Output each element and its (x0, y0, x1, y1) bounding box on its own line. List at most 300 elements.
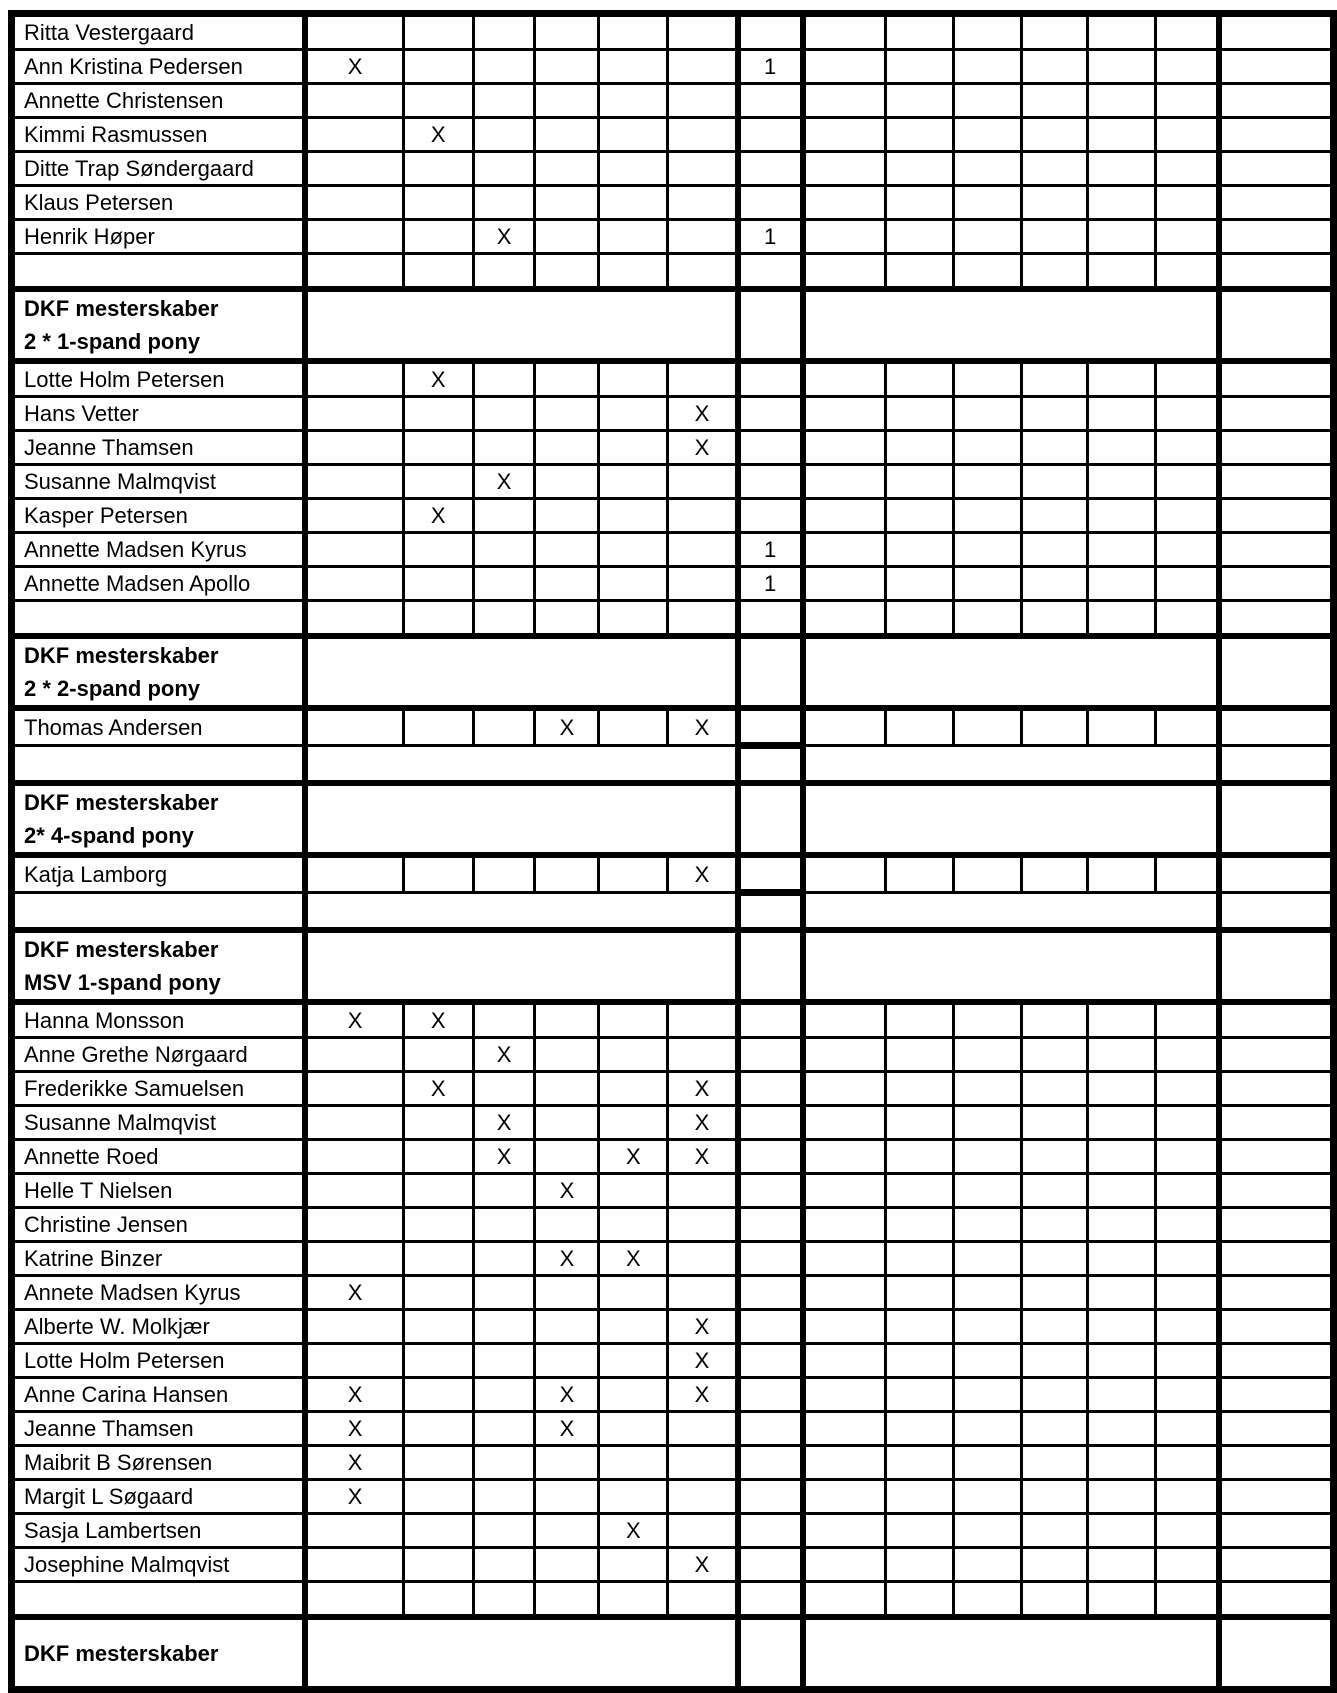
x-mark-cell-4: X (535, 1412, 599, 1446)
x-mark-cell-3 (473, 1002, 535, 1038)
x-mark-cell-4 (535, 1582, 599, 1618)
spare-cell-5 (1088, 397, 1156, 431)
points-cell (738, 1072, 803, 1106)
spare-cell-3 (953, 1038, 1021, 1072)
spare-cell-2 (885, 1242, 953, 1276)
spare-cell-5 (1088, 1446, 1156, 1480)
table-row (12, 1072, 1334, 1106)
x-mark-cell-2 (403, 1480, 473, 1514)
x-mark-cell-3 (473, 1174, 535, 1208)
spare-cell-3 (953, 1310, 1021, 1344)
spare-cell-6 (1156, 601, 1219, 637)
section-title-line1: DKF mesterskaber (24, 643, 219, 668)
x-mark-cell-3 (473, 1582, 535, 1618)
merged-left-cell (305, 893, 737, 931)
spare-cell-4 (1021, 1344, 1088, 1378)
spare-cell-1 (803, 1242, 886, 1276)
table-row (12, 1140, 1334, 1174)
spare-cell-6 (1156, 1072, 1219, 1106)
spare-cell-3 (953, 1208, 1021, 1242)
x-mark-cell-2 (403, 84, 473, 118)
x-mark-cell-2 (403, 152, 473, 186)
spare-cell-6 (1156, 1446, 1219, 1480)
spare-cell-2 (885, 1548, 953, 1582)
spare-cell-3 (953, 50, 1021, 84)
x-mark-cell-3 (473, 708, 535, 746)
x-mark-cell-5 (599, 1002, 668, 1038)
spare-cell-6 (1156, 708, 1219, 746)
spare-cell-5 (1088, 14, 1156, 50)
x-mark-cell-5 (599, 118, 668, 152)
spare-cell-2 (885, 152, 953, 186)
name-cell: Hans Vetter (12, 397, 306, 431)
x-mark-cell-2 (403, 1174, 473, 1208)
section-header-row (12, 930, 1334, 1002)
x-mark-cell-2 (403, 50, 473, 84)
merged-right-cell (803, 930, 1219, 1002)
x-mark-cell-6: X (668, 855, 738, 893)
x-mark-cell-4 (535, 50, 599, 84)
section-title-line2: MSV 1-spand pony (24, 970, 221, 995)
x-mark-cell-4: X (535, 708, 599, 746)
x-mark-cell-6 (668, 186, 738, 220)
trailing-cell (1219, 118, 1334, 152)
spare-cell-4 (1021, 118, 1088, 152)
table-row (12, 1276, 1334, 1310)
name-cell: Hanna Monsson (12, 1002, 306, 1038)
x-mark-cell-6 (668, 533, 738, 567)
x-mark-cell-2: X (403, 1072, 473, 1106)
empty-merged-row (12, 746, 1334, 784)
trailing-cell (1219, 1480, 1334, 1514)
merged-left-cell (305, 746, 737, 784)
points-cell (738, 1480, 803, 1514)
x-mark-cell-4 (535, 254, 599, 290)
trailing-cell (1219, 1208, 1334, 1242)
spare-cell-4 (1021, 708, 1088, 746)
spare-cell-2 (885, 84, 953, 118)
trailing-cell (1219, 1548, 1334, 1582)
spare-cell-4 (1021, 499, 1088, 533)
x-mark-cell-3 (473, 1310, 535, 1344)
x-mark-cell-3 (473, 1412, 535, 1446)
x-mark-cell-6: X (668, 431, 738, 465)
x-mark-cell-6: X (668, 1106, 738, 1140)
spare-cell-3 (953, 1002, 1021, 1038)
spare-cell-4 (1021, 1208, 1088, 1242)
table-row (12, 1310, 1334, 1344)
spare-cell-1 (803, 431, 886, 465)
trailing-cell (1219, 1174, 1334, 1208)
trailing-cell (1219, 893, 1334, 931)
table-row (12, 152, 1334, 186)
spare-cell-4 (1021, 152, 1088, 186)
spare-cell-6 (1156, 1310, 1219, 1344)
trailing-cell (1219, 746, 1334, 784)
x-mark-cell-5 (599, 397, 668, 431)
points-cell (738, 1310, 803, 1344)
spare-cell-2 (885, 567, 953, 601)
spare-cell-1 (803, 465, 886, 499)
table-row (12, 397, 1334, 431)
table-row (12, 1548, 1334, 1582)
spare-cell-2 (885, 431, 953, 465)
spare-cell-6 (1156, 1344, 1219, 1378)
x-mark-cell-6 (668, 567, 738, 601)
x-mark-cell-1 (305, 186, 403, 220)
spare-cell-3 (953, 708, 1021, 746)
name-cell: Susanne Malmqvist (12, 465, 306, 499)
spare-cell-5 (1088, 1038, 1156, 1072)
x-mark-cell-1 (305, 1242, 403, 1276)
x-mark-cell-1 (305, 601, 403, 637)
spare-cell-4 (1021, 1038, 1088, 1072)
merged-right-cell (803, 893, 1219, 931)
x-mark-cell-2 (403, 708, 473, 746)
x-mark-cell-1 (305, 1548, 403, 1582)
spare-cell-5 (1088, 1548, 1156, 1582)
x-mark-cell-4 (535, 397, 599, 431)
points-cell (738, 465, 803, 499)
points-cell (738, 708, 803, 746)
x-mark-cell-2: X (403, 361, 473, 397)
x-mark-cell-1 (305, 1344, 403, 1378)
spare-cell-6 (1156, 152, 1219, 186)
spare-cell-4 (1021, 431, 1088, 465)
spare-cell-4 (1021, 84, 1088, 118)
spare-cell-4 (1021, 533, 1088, 567)
trailing-cell (1219, 84, 1334, 118)
spare-cell-4 (1021, 397, 1088, 431)
x-mark-cell-4: X (535, 1242, 599, 1276)
name-cell: Anne Carina Hansen (12, 1378, 306, 1412)
points-cell (738, 1106, 803, 1140)
x-mark-cell-4 (535, 1480, 599, 1514)
name-cell: Ritta Vestergaard (12, 14, 306, 50)
x-mark-cell-4 (535, 1310, 599, 1344)
x-mark-cell-6 (668, 1412, 738, 1446)
trailing-cell (1219, 220, 1334, 254)
table-row (12, 14, 1334, 50)
spare-cell-1 (803, 1310, 886, 1344)
x-mark-cell-4 (535, 1140, 599, 1174)
spare-cell-6 (1156, 220, 1219, 254)
section-header-row (12, 1617, 1334, 1690)
spare-cell-4 (1021, 1582, 1088, 1618)
merged-right-cell (803, 783, 1219, 855)
empty-row (12, 1582, 1334, 1618)
x-mark-cell-6 (668, 1174, 738, 1208)
x-mark-cell-4 (535, 465, 599, 499)
x-mark-cell-5 (599, 254, 668, 290)
spare-cell-3 (953, 1378, 1021, 1412)
score-sheet (8, 10, 1337, 1693)
name-cell: Lotte Holm Petersen (12, 1344, 306, 1378)
x-mark-cell-2 (403, 1038, 473, 1072)
x-mark-cell-5 (599, 1174, 668, 1208)
x-mark-cell-4 (535, 84, 599, 118)
x-mark-cell-5 (599, 499, 668, 533)
x-mark-cell-4 (535, 1276, 599, 1310)
spare-cell-4 (1021, 1106, 1088, 1140)
x-mark-cell-6 (668, 1038, 738, 1072)
x-mark-cell-5 (599, 465, 668, 499)
name-cell: Sasja Lambertsen (12, 1514, 306, 1548)
x-mark-cell-2 (403, 1446, 473, 1480)
x-mark-cell-5 (599, 186, 668, 220)
x-mark-cell-3: X (473, 1038, 535, 1072)
spare-cell-5 (1088, 708, 1156, 746)
x-mark-cell-5 (599, 1378, 668, 1412)
x-mark-cell-4 (535, 431, 599, 465)
spare-cell-5 (1088, 152, 1156, 186)
spare-cell-5 (1088, 499, 1156, 533)
x-mark-cell-1 (305, 397, 403, 431)
points-cell (738, 1514, 803, 1548)
spare-cell-2 (885, 1106, 953, 1140)
empty-row (12, 601, 1334, 637)
spare-cell-6 (1156, 1002, 1219, 1038)
x-mark-cell-5 (599, 84, 668, 118)
points-cell (738, 893, 803, 931)
table-row (12, 431, 1334, 465)
points-cell (738, 783, 803, 855)
x-mark-cell-4 (535, 499, 599, 533)
spare-cell-4 (1021, 50, 1088, 84)
x-mark-cell-3 (473, 1276, 535, 1310)
section-title-cell (12, 289, 306, 361)
spare-cell-3 (953, 1480, 1021, 1514)
name-cell: Frederikke Samuelsen (12, 1072, 306, 1106)
x-mark-cell-2 (403, 533, 473, 567)
spare-cell-3 (953, 118, 1021, 152)
spare-cell-5 (1088, 84, 1156, 118)
name-cell (12, 746, 306, 784)
spare-cell-2 (885, 1582, 953, 1618)
spare-cell-1 (803, 84, 886, 118)
spare-cell-3 (953, 1106, 1021, 1140)
spare-cell-2 (885, 1276, 953, 1310)
x-mark-cell-3 (473, 397, 535, 431)
x-mark-cell-1 (305, 855, 403, 893)
trailing-cell (1219, 1038, 1334, 1072)
spare-cell-2 (885, 1378, 953, 1412)
spare-cell-1 (803, 397, 886, 431)
x-mark-cell-2 (403, 431, 473, 465)
points-cell (738, 499, 803, 533)
merged-left-cell (305, 783, 737, 855)
spare-cell-1 (803, 1344, 886, 1378)
x-mark-cell-3 (473, 1480, 535, 1514)
name-cell: Thomas Andersen (12, 708, 306, 746)
points-cell (738, 1412, 803, 1446)
points-cell (738, 1038, 803, 1072)
section-title-cell (12, 1617, 306, 1690)
spare-cell-3 (953, 1276, 1021, 1310)
trailing-cell (1219, 567, 1334, 601)
table-row (12, 1002, 1334, 1038)
trailing-cell (1219, 1514, 1334, 1548)
spare-cell-3 (953, 1582, 1021, 1618)
spare-cell-4 (1021, 186, 1088, 220)
trailing-cell (1219, 289, 1334, 361)
points-cell (738, 397, 803, 431)
empty-merged-row (12, 893, 1334, 931)
x-mark-cell-6 (668, 1276, 738, 1310)
points-cell (738, 254, 803, 290)
spare-cell-5 (1088, 1514, 1156, 1548)
spare-cell-5 (1088, 220, 1156, 254)
spare-cell-1 (803, 254, 886, 290)
spare-cell-2 (885, 361, 953, 397)
x-mark-cell-1 (305, 1106, 403, 1140)
spare-cell-3 (953, 1412, 1021, 1446)
spare-cell-3 (953, 567, 1021, 601)
spare-cell-5 (1088, 1106, 1156, 1140)
name-cell: Christine Jensen (12, 1208, 306, 1242)
name-cell (12, 1582, 306, 1618)
x-mark-cell-3 (473, 1548, 535, 1582)
x-mark-cell-1 (305, 1582, 403, 1618)
spare-cell-6 (1156, 397, 1219, 431)
section-title-line2: 2* 4-spand pony (24, 823, 194, 848)
spare-cell-5 (1088, 1412, 1156, 1446)
x-mark-cell-2 (403, 1412, 473, 1446)
spare-cell-4 (1021, 1072, 1088, 1106)
x-mark-cell-2 (403, 1276, 473, 1310)
x-mark-cell-5 (599, 567, 668, 601)
spare-cell-6 (1156, 14, 1219, 50)
points-cell (738, 855, 803, 893)
spare-cell-2 (885, 499, 953, 533)
trailing-cell (1219, 254, 1334, 290)
table-row (12, 1344, 1334, 1378)
trailing-cell (1219, 1002, 1334, 1038)
x-mark-cell-1: X (305, 1446, 403, 1480)
trailing-cell (1219, 1582, 1334, 1618)
spare-cell-3 (953, 465, 1021, 499)
points-cell: 1 (738, 50, 803, 84)
x-mark-cell-1 (305, 14, 403, 50)
x-mark-cell-4 (535, 361, 599, 397)
spare-cell-3 (953, 254, 1021, 290)
merged-left-cell (305, 636, 737, 708)
spare-cell-2 (885, 397, 953, 431)
spare-cell-3 (953, 84, 1021, 118)
spare-cell-5 (1088, 1480, 1156, 1514)
points-cell (738, 1344, 803, 1378)
points-cell: 1 (738, 220, 803, 254)
spare-cell-1 (803, 1208, 886, 1242)
x-mark-cell-1 (305, 567, 403, 601)
spare-cell-6 (1156, 1276, 1219, 1310)
x-mark-cell-3 (473, 1072, 535, 1106)
name-cell: Alberte W. Molkjær (12, 1310, 306, 1344)
x-mark-cell-4 (535, 220, 599, 254)
trailing-cell (1219, 636, 1334, 708)
table-row (12, 708, 1334, 746)
name-cell: Katrine Binzer (12, 1242, 306, 1276)
spare-cell-4 (1021, 1140, 1088, 1174)
x-mark-cell-4: X (535, 1378, 599, 1412)
x-mark-cell-2 (403, 186, 473, 220)
spare-cell-2 (885, 1412, 953, 1446)
x-mark-cell-3 (473, 152, 535, 186)
trailing-cell (1219, 1378, 1334, 1412)
x-mark-cell-4: X (535, 1174, 599, 1208)
trailing-cell (1219, 50, 1334, 84)
x-mark-cell-2: X (403, 1002, 473, 1038)
trailing-cell (1219, 708, 1334, 746)
points-cell (738, 1378, 803, 1412)
trailing-cell (1219, 431, 1334, 465)
x-mark-cell-6 (668, 14, 738, 50)
x-mark-cell-6 (668, 1002, 738, 1038)
spare-cell-1 (803, 1140, 886, 1174)
table-row (12, 855, 1334, 893)
x-mark-cell-2 (403, 1378, 473, 1412)
x-mark-cell-6: X (668, 1344, 738, 1378)
x-mark-cell-3 (473, 118, 535, 152)
x-mark-cell-3 (473, 1208, 535, 1242)
x-mark-cell-5 (599, 152, 668, 186)
spare-cell-2 (885, 1446, 953, 1480)
x-mark-cell-5 (599, 361, 668, 397)
x-mark-cell-3 (473, 361, 535, 397)
x-mark-cell-1 (305, 431, 403, 465)
name-cell: Kasper Petersen (12, 499, 306, 533)
x-mark-cell-4 (535, 1344, 599, 1378)
spare-cell-4 (1021, 254, 1088, 290)
spare-cell-2 (885, 1002, 953, 1038)
spare-cell-5 (1088, 1242, 1156, 1276)
x-mark-cell-6 (668, 1208, 738, 1242)
spare-cell-6 (1156, 431, 1219, 465)
x-mark-cell-1 (305, 254, 403, 290)
name-cell: Kimmi Rasmussen (12, 118, 306, 152)
x-mark-cell-3 (473, 1514, 535, 1548)
spare-cell-2 (885, 254, 953, 290)
spare-cell-2 (885, 220, 953, 254)
spare-cell-2 (885, 1140, 953, 1174)
merged-left-cell (305, 1617, 737, 1690)
x-mark-cell-2 (403, 1208, 473, 1242)
x-mark-cell-5 (599, 1072, 668, 1106)
x-mark-cell-3 (473, 1242, 535, 1276)
spare-cell-1 (803, 1276, 886, 1310)
trailing-cell (1219, 1344, 1334, 1378)
spare-cell-6 (1156, 361, 1219, 397)
section-title-line1: DKF mesterskaber (24, 1640, 219, 1666)
name-cell: Klaus Petersen (12, 186, 306, 220)
name-cell (12, 601, 306, 637)
name-cell: Ditte Trap Søndergaard (12, 152, 306, 186)
section-title-line1: DKF mesterskaber (24, 296, 219, 321)
spare-cell-1 (803, 118, 886, 152)
x-mark-cell-3 (473, 14, 535, 50)
table-row (12, 1038, 1334, 1072)
x-mark-cell-4 (535, 14, 599, 50)
spare-cell-2 (885, 118, 953, 152)
spare-cell-1 (803, 50, 886, 84)
name-cell: Jeanne Thamsen (12, 431, 306, 465)
spare-cell-2 (885, 708, 953, 746)
x-mark-cell-4 (535, 1038, 599, 1072)
trailing-cell (1219, 930, 1334, 1002)
spare-cell-3 (953, 220, 1021, 254)
merged-right-cell (803, 1617, 1219, 1690)
x-mark-cell-2 (403, 220, 473, 254)
